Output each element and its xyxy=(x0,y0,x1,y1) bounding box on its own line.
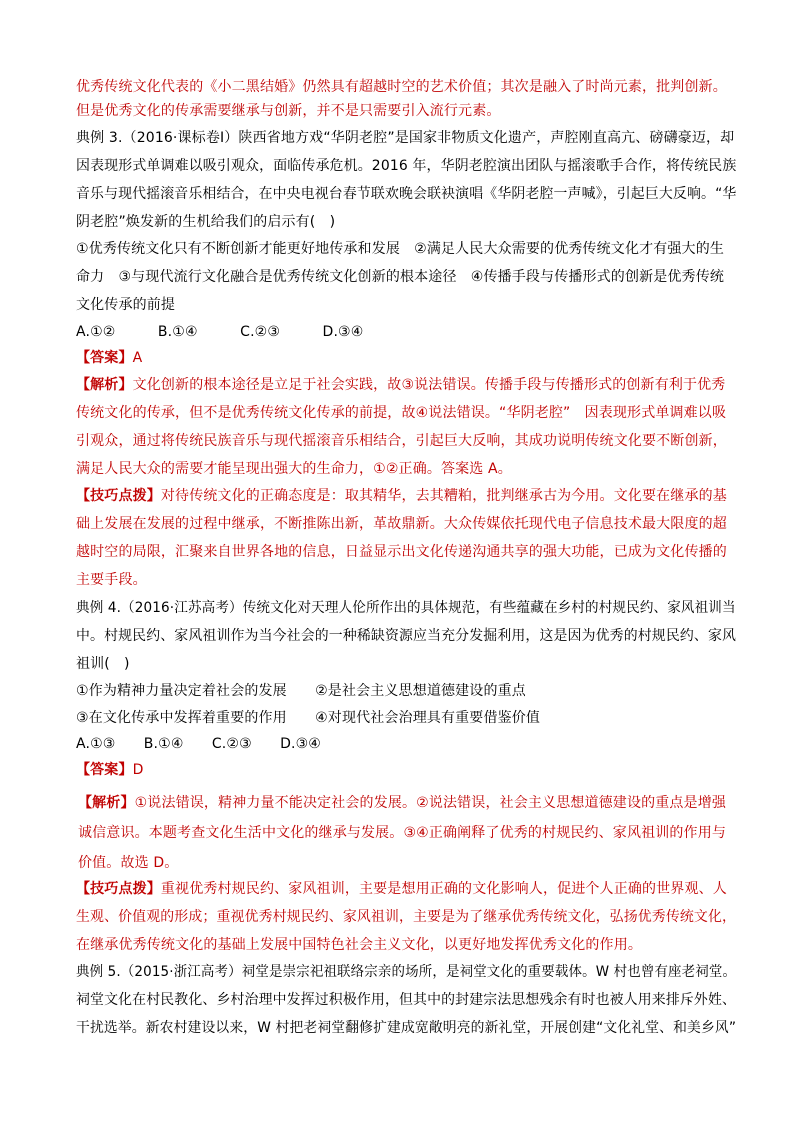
example4-question-line-3: 祖训( ) xyxy=(76,656,130,672)
example3-analysis-line-3: 引观众，通过将传统民族音乐与现代摇滚音乐相结合，引起巨大反响，其成功说明传统文化要不断创新， xyxy=(76,433,727,449)
example4-analysis-line-3: 价值。故选 D。 xyxy=(78,855,179,871)
analysis-label: 【解析】 xyxy=(78,795,135,811)
example4-tip-line-3: 在继承优秀传统文化的基础上发展中国特色社会主义文化，以更好地发挥优秀文化的作用。 xyxy=(76,937,642,953)
answer-value: A xyxy=(132,350,143,366)
example3-analysis-line-4: 满足人民大众的需要才能呈现出强大的生命力，①②正确。答案选 A。 xyxy=(76,461,512,477)
tip-text: 重视优秀村规民约、家风祖训，主要是想用正确的文化影响人，促进个人正确的世界观、人 xyxy=(160,881,727,897)
example4-question-line-2: 中。村规民约、家风祖训作为当今社会的一种稀缺资源应当充分发掘利用，这是因为优秀的村规民约、家风 xyxy=(76,628,737,644)
example3-answer xyxy=(76,347,736,369)
example4-options-line-2: ③在文化传承中发挥着重要的作用 ④对现代社会治理具有重要借鉴价值 xyxy=(76,710,541,726)
example3-question-line-4: 阴老腔”焕发新的生机给我们的启示有( ) xyxy=(76,214,336,230)
answer-label: 【答案】 xyxy=(76,762,133,778)
analysis-label: 【解析】 xyxy=(76,377,133,393)
example3-tip-line-3: 越时空的局限，汇聚来自世界各地的信息，日益显示出文化传递沟通共享的强大功能，已成为文化传播的 xyxy=(76,544,727,560)
analysis-text: ①说法错误，精神力量不能决定社会的发展。②说法错误，社会主义思想道德建设的重点是增强 xyxy=(134,795,727,811)
example5-question-line-2: 祠堂文化在村民教化、乡村治理中发挥过积极作用，但其中的封建宗法思想残余有时也被人用来排斥外姓、 xyxy=(76,992,737,1008)
tip-label: 【技巧点拨】 xyxy=(76,488,161,504)
answer-label: 【答案】 xyxy=(76,350,133,366)
intro-line-1: 优秀传统文化代表的《小二黑结婚》仍然具有超越时空的艺术价值；其次是融入了时尚元素，批判创新。 xyxy=(76,79,727,95)
example3-tip-line-1 xyxy=(76,485,736,507)
example4-answer xyxy=(76,759,736,781)
example4-analysis-line-1 xyxy=(78,792,738,814)
example4-tip-line-2: 生观、价值观的形成；重视优秀村规民约、家风祖训，主要是为了继承优秀传统文化，弘扬优秀传统文化， xyxy=(76,909,737,925)
example3-options-line-3: 文化传承的前提 xyxy=(76,297,176,313)
example3-analysis-line-2: 传统文化的传承，但不是优秀传统文化传承的前提，故④说法错误。“华阴老腔” 因表现形式单调难以吸 xyxy=(76,405,727,421)
example5-question-line-1: 典例 5.（2015·浙江高考）祠堂是崇宗祀祖联络宗亲的场所，是祠堂文化的重要载体。W 村也曾有座老祠堂。 xyxy=(76,964,737,980)
example4-options-line-1: ①作为精神力量决定着社会的发展 ②是社会主义思想道德建设的重点 xyxy=(76,683,526,699)
example4-choices: A.①③ B.①④ C.②③ D.③④ xyxy=(76,736,321,752)
answer-value: D xyxy=(132,762,144,778)
example4-tip-line-1 xyxy=(76,878,736,900)
tip-label: 【技巧点拨】 xyxy=(76,881,161,897)
example4-analysis-line-2: 诚信意识。本题考查文化生活中文化的继承与发展。③④正确阐释了优秀的村规民约、家风祖训的作用与 xyxy=(78,825,726,841)
example3-options-line-1: ①优秀传统文化只有不断创新才能更好地传承和发展 ②满足人民大众需要的优秀传统文化才有强大的生 xyxy=(76,241,724,257)
example5-question-line-3: 干扰选举。新农村建设以来，W 村把老祠堂翻修扩建成宽敞明亮的新礼堂，开展创建“文化礼堂、和美乡风” xyxy=(76,1020,737,1036)
example3-question-line-3: 音乐与现代摇滚音乐相结合，在中央电视台春节联欢晚会联袂演唱《华阴老腔一声喊》，引起巨大反响。“华 xyxy=(76,186,737,202)
example3-tip-line-2: 础上发展在发展的过程中继承，不断推陈出新，革故鼎新。大众传媒依托现代电子信息技术最大限度的超 xyxy=(76,516,727,532)
tip-text: 对待传统文化的正确态度是：取其精华，去其糟粕，批判继承古为今用。文化要在继承的基 xyxy=(160,488,727,504)
example4-question-line-1: 典例 4.（2016·江苏高考）传统文化对天理人伦所作出的具体规范，有些蕴藏在乡村的村规民约、家风祖训当 xyxy=(76,600,736,616)
example3-question-line-2: 因表现形式单调难以吸引观众，面临传承危机。2016 年，华阴老腔演出团队与摇滚歌手合作，将传统民族 xyxy=(76,158,737,174)
example3-tip-line-4: 主要手段。 xyxy=(76,572,147,588)
intro-line-2: 但是优秀文化的传承需要继承与创新，并不是只需要引入流行元素。 xyxy=(76,103,501,119)
analysis-text: 文化创新的根本途径是立足于社会实践，故③说法错误。传播手段与传播形式的创新有利于优秀 xyxy=(132,377,726,393)
example3-analysis-line-1 xyxy=(76,374,736,396)
example3-choices: A.①② B.①④ C.②③ D.③④ xyxy=(76,324,364,340)
example3-options-line-2: 命力 ③与现代流行文化融合是优秀传统文化创新的根本途径 ④传播手段与传播形式的创新是优秀传统 xyxy=(76,269,724,285)
example3-question-line-1: 典例 3.（2016·课标卷Ⅰ）陕西省地方戏“华阴老腔”是国家非物质文化遗产，声腔刚直高亢、磅礴豪迈，却 xyxy=(76,130,735,146)
